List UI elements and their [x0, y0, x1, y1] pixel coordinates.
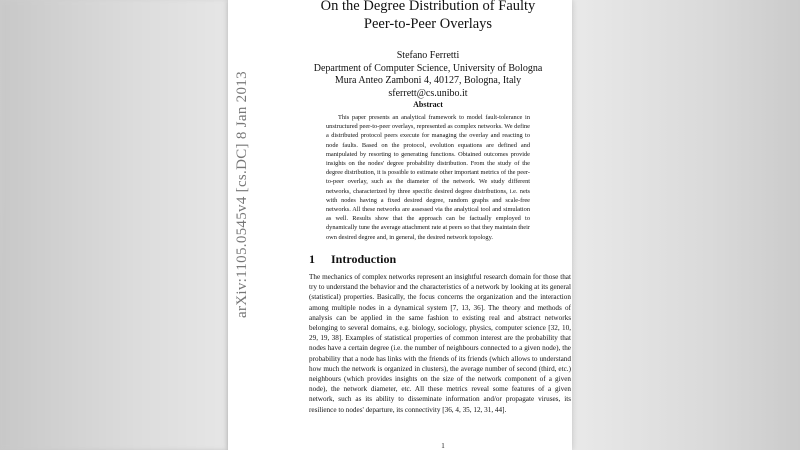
author-email: sferrett@cs.unibo.it [388, 87, 468, 99]
introduction-paragraph: The mechanics of complex networks represent an insightful research domain for those that try to understand the behavior and the characteristics of a network by looking at its general (statistical) properties. Basically, the focus concerns the organization and the interaction among multiple nodes in a dynamical system [7, 13, 36]. The theory and methods of analysis can be applied in the same fashion to existing real and abstract networks belonging to several domains, e.g. biology, sociology, physics, computer science [32, 10, 29, 19, 38]. Examples of statistical properties of common interest are the probability that nodes have a certain degree (i.e. the number of neighbours connected to a given node), the probability that a node has links with the friends of its friends (which allows to understand how much the network is organized in clusters), the average number of second (third, etc.) neighbours (which provides insights on the size of the network component of a given node), the network diameter, etc. All these metrics reveal some features of a given network, such as its ability to disseminate information and/or propagate viruses, its resilience to nodes' departure, its connectivity [36, 4, 35, 12, 31, 44]. [309, 273, 571, 414]
section-heading-introduction [309, 252, 559, 267]
section-number: 1 [309, 252, 315, 266]
affiliation-line-1: Department of Computer Science, University of Bologna [313, 62, 543, 74]
viewer-left-margin [0, 0, 228, 450]
title-block [284, 0, 572, 100]
abstract-text: This paper presents an analytical framework to model fault-tolerance in unstructured peer-to-peer overlays, represented as complex networks. We define a distributed protocol peers execute for managing the overlay and reacting to node faults. Based on the protocol, evolution equations are defined and manipulated by resorting to generating functions. Obtained outcomes provide insights on the nodes' degree probability distribution. From the study of the degree distribution, it is possible to estimate other important metrics of the peer-to-peer overlay, such as the diameter of the network. We study different networks, characterized by three specific desired degree distributions, i.e. nets with nodes having a fixed desired degree, random graphs and scale-free networks. All these networks are assessed via the analytical tool and simulation as well. Results show that the approach can be factually employed to dynamically tune the average attachment rate at peers so that they maintain their own desired degree and, in general, the desired network topology. [326, 114, 530, 241]
abstract-heading: Abstract [413, 100, 443, 109]
paper-title-line-2: Peer-to-Peer Overlays [363, 16, 493, 32]
affiliation-line-2: Mura Anteo Zamboni 4, 40127, Bologna, Italy [334, 75, 522, 86]
document-page[interactable] [228, 0, 572, 450]
arxiv-identifier-stamp: arXiv:1105.0545v4 [cs.DC] 8 Jan 2013 [234, 71, 250, 318]
paper-title-line-1: On the Degree Distribution of Faulty [320, 0, 536, 14]
page-number: 1 [441, 442, 445, 450]
author-block [284, 50, 572, 100]
author-name: Stefano Ferretti [396, 50, 460, 61]
viewer-right-margin [572, 0, 800, 450]
section-title: Introduction [331, 252, 397, 266]
paper-title [284, 0, 572, 33]
